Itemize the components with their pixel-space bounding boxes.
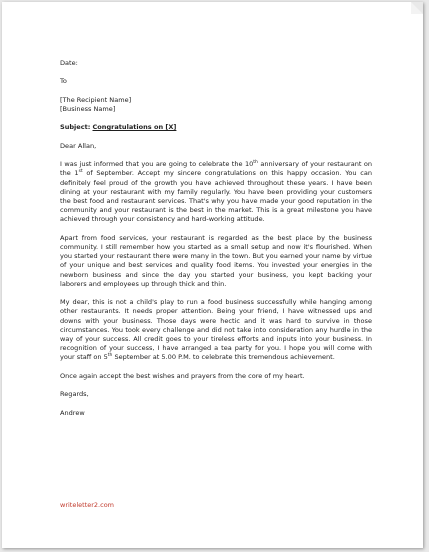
p3-text-b: September at 5.00 P.M. to celebrate this tremendous achievement. (112, 353, 335, 362)
paragraph-3 (60, 298, 372, 362)
p1-sup-2: st (78, 169, 83, 175)
signature: Andrew (60, 408, 85, 417)
business-name: [Business Name] (60, 104, 116, 113)
salutation: Dear Allan, (60, 141, 97, 150)
closing: Regards, (60, 390, 89, 399)
p1-text-a: I was just informed that you are going to celebrate the 10 (60, 160, 254, 169)
paragraph-2: Apart from food services, your restaurant is regarded as the best place by the business community. I still remember how you started as a small setup and now it's flourished. When you started your restaurant there were many in the town. But you earned your name by virtue of your unique and best services and quality food items. You invested your energies in the newborn business and since the day you started your business, you kept backing your laborers and employees up through thick and thin. (60, 233, 372, 288)
p3-text-a: My dear, this is not a child's play to run a food business successfully while hanging among other restaurants. It needs proper attention. Being your friend, I have witnessed ups and downs with your business. Those days were hectic and it was hard to survive in those circumstances. You took every challenge and did not take into consideration any hurdle in the way of your success. All credit goes to your tireless efforts and inputs into your business. In recognition of your success, I have arranged a tea party for you. I hope you will come with your staff on 5 (60, 298, 372, 362)
footer-site-link[interactable]: writeletter2.com (60, 501, 114, 509)
subject-text: Congratulations on [X] (92, 123, 177, 132)
letter-page (2, 2, 423, 548)
page-corner-fold (411, 2, 423, 14)
subject-line (60, 123, 372, 132)
subject-label: Subject: (60, 123, 91, 132)
letter-body (60, 59, 372, 418)
to-label: To (60, 77, 67, 86)
recipient-name: [The Recipient Name] (60, 95, 132, 104)
paragraph-1 (60, 160, 372, 224)
date-label: Date: (60, 59, 78, 67)
p1-sup-1: th (253, 159, 258, 165)
paragraph-4: Once again accept the best wishes and prayers from the core of my heart. (60, 371, 305, 380)
p3-sup: th (107, 353, 113, 359)
p1-text-c: of September. Accept my sincere congratulations on this happy occasion. You can definitely feel proud of the growth you have achieved throughout these years. I have been dining at your restaurant with my family regularly. You have been providing your customers the best food and restaurant services. That's why you have made your good reputation in the community and your restaurant is the best in the market. This is a great milestone you have achieved through your consistency and hard-working attitude. (60, 169, 372, 224)
p1-text-b: anniversary of your restaurant on the 1 (60, 160, 372, 178)
